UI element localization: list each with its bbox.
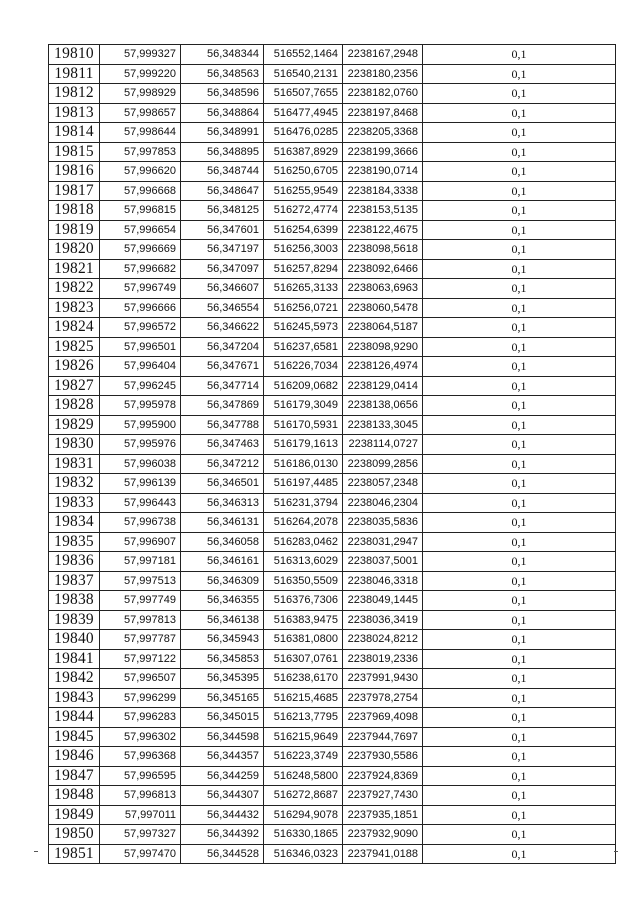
y-coordinate-cell: 2237932,9090 xyxy=(343,825,423,845)
longitude-cell: 56,346607 xyxy=(181,279,264,299)
accuracy-cell: 0,1 xyxy=(423,844,616,864)
longitude-cell: 56,344259 xyxy=(181,766,264,786)
accuracy-cell: 0,1 xyxy=(423,454,616,474)
table-row xyxy=(49,669,616,689)
accuracy-cell: 0,1 xyxy=(423,552,616,572)
y-coordinate-cell: 2238064,5187 xyxy=(343,318,423,338)
accuracy-cell: 0,1 xyxy=(423,630,616,650)
latitude-cell: 57,996595 xyxy=(100,766,181,786)
point-number-cell: 19848 xyxy=(49,786,100,806)
x-coordinate-cell: 516307,0761 xyxy=(264,649,343,669)
y-coordinate-cell: 2238129,0414 xyxy=(343,376,423,396)
y-coordinate-cell: 2238205,3368 xyxy=(343,123,423,143)
latitude-cell: 57,996620 xyxy=(100,162,181,182)
x-coordinate-cell: 516265,3133 xyxy=(264,279,343,299)
table-row xyxy=(49,708,616,728)
table-row xyxy=(49,786,616,806)
latitude-cell: 57,997470 xyxy=(100,844,181,864)
table-row xyxy=(49,318,616,338)
accuracy-cell: 0,1 xyxy=(423,162,616,182)
y-coordinate-cell: 2238024,8212 xyxy=(343,630,423,650)
table-row xyxy=(49,513,616,533)
coordinates-table xyxy=(48,44,616,864)
accuracy-cell: 0,1 xyxy=(423,727,616,747)
table-row xyxy=(49,532,616,552)
x-coordinate-cell: 516330,1865 xyxy=(264,825,343,845)
longitude-cell: 56,344432 xyxy=(181,805,264,825)
x-coordinate-cell: 516237,6581 xyxy=(264,337,343,357)
x-coordinate-cell: 516213,7795 xyxy=(264,708,343,728)
accuracy-cell: 0,1 xyxy=(423,298,616,318)
y-coordinate-cell: 2238133,3045 xyxy=(343,415,423,435)
longitude-cell: 56,345853 xyxy=(181,649,264,669)
longitude-cell: 56,344357 xyxy=(181,747,264,767)
x-coordinate-cell: 516313,6029 xyxy=(264,552,343,572)
point-number-cell: 19840 xyxy=(49,630,100,650)
longitude-cell: 56,348864 xyxy=(181,103,264,123)
accuracy-cell: 0,1 xyxy=(423,688,616,708)
longitude-cell: 56,347601 xyxy=(181,220,264,240)
latitude-cell: 57,996501 xyxy=(100,337,181,357)
latitude-cell: 57,998929 xyxy=(100,84,181,104)
longitude-cell: 56,347671 xyxy=(181,357,264,377)
point-number-cell: 19828 xyxy=(49,396,100,416)
y-coordinate-cell: 2238057,2348 xyxy=(343,474,423,494)
y-coordinate-cell: 2238049,1445 xyxy=(343,591,423,611)
table-row xyxy=(49,630,616,650)
x-coordinate-cell: 516250,6705 xyxy=(264,162,343,182)
longitude-cell: 56,348125 xyxy=(181,201,264,221)
point-number-cell: 19839 xyxy=(49,610,100,630)
point-number-cell: 19824 xyxy=(49,318,100,338)
x-coordinate-cell: 516272,8687 xyxy=(264,786,343,806)
latitude-cell: 57,997749 xyxy=(100,591,181,611)
longitude-cell: 56,345395 xyxy=(181,669,264,689)
point-number-cell: 19843 xyxy=(49,688,100,708)
table-row xyxy=(49,435,616,455)
y-coordinate-cell: 2238190,0714 xyxy=(343,162,423,182)
x-coordinate-cell: 516226,7034 xyxy=(264,357,343,377)
longitude-cell: 56,346554 xyxy=(181,298,264,318)
table-row xyxy=(49,552,616,572)
longitude-cell: 56,347197 xyxy=(181,240,264,260)
point-number-cell: 19817 xyxy=(49,181,100,201)
point-number-cell: 19851 xyxy=(49,844,100,864)
point-number-cell: 19832 xyxy=(49,474,100,494)
point-number-cell: 19822 xyxy=(49,279,100,299)
latitude-cell: 57,997813 xyxy=(100,610,181,630)
point-number-cell: 19813 xyxy=(49,103,100,123)
x-coordinate-cell: 516376,7306 xyxy=(264,591,343,611)
longitude-cell: 56,348563 xyxy=(181,64,264,84)
longitude-cell: 56,344307 xyxy=(181,786,264,806)
y-coordinate-cell: 2238092,6466 xyxy=(343,259,423,279)
point-number-cell: 19820 xyxy=(49,240,100,260)
accuracy-cell: 0,1 xyxy=(423,220,616,240)
point-number-cell: 19821 xyxy=(49,259,100,279)
accuracy-cell: 0,1 xyxy=(423,357,616,377)
x-coordinate-cell: 516540,2131 xyxy=(264,64,343,84)
table-row xyxy=(49,591,616,611)
point-number-cell: 19847 xyxy=(49,766,100,786)
point-number-cell: 19818 xyxy=(49,201,100,221)
latitude-cell: 57,997122 xyxy=(100,649,181,669)
margin-mark-right xyxy=(614,851,618,852)
table-row xyxy=(49,64,616,84)
latitude-cell: 57,996682 xyxy=(100,259,181,279)
table-row xyxy=(49,220,616,240)
latitude-cell: 57,996738 xyxy=(100,513,181,533)
latitude-cell: 57,996368 xyxy=(100,747,181,767)
longitude-cell: 56,347463 xyxy=(181,435,264,455)
x-coordinate-cell: 516264,2078 xyxy=(264,513,343,533)
longitude-cell: 56,346131 xyxy=(181,513,264,533)
latitude-cell: 57,995900 xyxy=(100,415,181,435)
accuracy-cell: 0,1 xyxy=(423,669,616,689)
y-coordinate-cell: 2238036,3419 xyxy=(343,610,423,630)
accuracy-cell: 0,1 xyxy=(423,825,616,845)
accuracy-cell: 0,1 xyxy=(423,84,616,104)
y-coordinate-cell: 2238126,4974 xyxy=(343,357,423,377)
table-row xyxy=(49,415,616,435)
y-coordinate-cell: 2238060,5478 xyxy=(343,298,423,318)
x-coordinate-cell: 516476,0285 xyxy=(264,123,343,143)
table-row xyxy=(49,727,616,747)
table-row xyxy=(49,84,616,104)
latitude-cell: 57,997011 xyxy=(100,805,181,825)
x-coordinate-cell: 516507,7655 xyxy=(264,84,343,104)
longitude-cell: 56,346355 xyxy=(181,591,264,611)
longitude-cell: 56,346058 xyxy=(181,532,264,552)
x-coordinate-cell: 516215,4685 xyxy=(264,688,343,708)
accuracy-cell: 0,1 xyxy=(423,45,616,65)
accuracy-cell: 0,1 xyxy=(423,142,616,162)
x-coordinate-cell: 516245,5973 xyxy=(264,318,343,338)
point-number-cell: 19835 xyxy=(49,532,100,552)
latitude-cell: 57,996572 xyxy=(100,318,181,338)
point-number-cell: 19849 xyxy=(49,805,100,825)
accuracy-cell: 0,1 xyxy=(423,649,616,669)
latitude-cell: 57,997327 xyxy=(100,825,181,845)
y-coordinate-cell: 2237969,4098 xyxy=(343,708,423,728)
table-row xyxy=(49,396,616,416)
accuracy-cell: 0,1 xyxy=(423,610,616,630)
x-coordinate-cell: 516256,0721 xyxy=(264,298,343,318)
y-coordinate-cell: 2238197,8468 xyxy=(343,103,423,123)
table-row xyxy=(49,649,616,669)
table-row xyxy=(49,610,616,630)
accuracy-cell: 0,1 xyxy=(423,747,616,767)
accuracy-cell: 0,1 xyxy=(423,805,616,825)
table-row xyxy=(49,45,616,65)
point-number-cell: 19845 xyxy=(49,727,100,747)
table-row xyxy=(49,279,616,299)
x-coordinate-cell: 516179,3049 xyxy=(264,396,343,416)
x-coordinate-cell: 516231,3794 xyxy=(264,493,343,513)
longitude-cell: 56,346161 xyxy=(181,552,264,572)
x-coordinate-cell: 516256,3003 xyxy=(264,240,343,260)
accuracy-cell: 0,1 xyxy=(423,708,616,728)
table-row xyxy=(49,454,616,474)
x-coordinate-cell: 516552,1464 xyxy=(264,45,343,65)
x-coordinate-cell: 516381,0800 xyxy=(264,630,343,650)
table-row xyxy=(49,123,616,143)
y-coordinate-cell: 2238153,5135 xyxy=(343,201,423,221)
table-row xyxy=(49,688,616,708)
latitude-cell: 57,996654 xyxy=(100,220,181,240)
point-number-cell: 19842 xyxy=(49,669,100,689)
accuracy-cell: 0,1 xyxy=(423,240,616,260)
accuracy-cell: 0,1 xyxy=(423,766,616,786)
point-number-cell: 19831 xyxy=(49,454,100,474)
latitude-cell: 57,996749 xyxy=(100,279,181,299)
x-coordinate-cell: 516255,9549 xyxy=(264,181,343,201)
point-number-cell: 19811 xyxy=(49,64,100,84)
accuracy-cell: 0,1 xyxy=(423,123,616,143)
longitude-cell: 56,348596 xyxy=(181,84,264,104)
longitude-cell: 56,346313 xyxy=(181,493,264,513)
longitude-cell: 56,348895 xyxy=(181,142,264,162)
table-row xyxy=(49,376,616,396)
y-coordinate-cell: 2238035,5836 xyxy=(343,513,423,533)
point-number-cell: 19827 xyxy=(49,376,100,396)
latitude-cell: 57,996038 xyxy=(100,454,181,474)
x-coordinate-cell: 516197,4485 xyxy=(264,474,343,494)
table-row xyxy=(49,747,616,767)
point-number-cell: 19837 xyxy=(49,571,100,591)
table-row xyxy=(49,357,616,377)
accuracy-cell: 0,1 xyxy=(423,532,616,552)
longitude-cell: 56,347714 xyxy=(181,376,264,396)
latitude-cell: 57,996245 xyxy=(100,376,181,396)
accuracy-cell: 0,1 xyxy=(423,474,616,494)
y-coordinate-cell: 2238098,9290 xyxy=(343,337,423,357)
y-coordinate-cell: 2238037,5001 xyxy=(343,552,423,572)
table-row xyxy=(49,181,616,201)
point-number-cell: 19810 xyxy=(49,45,100,65)
point-number-cell: 19838 xyxy=(49,591,100,611)
y-coordinate-cell: 2237927,7430 xyxy=(343,786,423,806)
accuracy-cell: 0,1 xyxy=(423,103,616,123)
longitude-cell: 56,346622 xyxy=(181,318,264,338)
point-number-cell: 19830 xyxy=(49,435,100,455)
y-coordinate-cell: 2238180,2356 xyxy=(343,64,423,84)
accuracy-cell: 0,1 xyxy=(423,337,616,357)
table-row xyxy=(49,103,616,123)
x-coordinate-cell: 516387,8929 xyxy=(264,142,343,162)
latitude-cell: 57,996302 xyxy=(100,727,181,747)
point-number-cell: 19814 xyxy=(49,123,100,143)
table-row xyxy=(49,825,616,845)
y-coordinate-cell: 2238184,3338 xyxy=(343,181,423,201)
x-coordinate-cell: 516186,0130 xyxy=(264,454,343,474)
longitude-cell: 56,348647 xyxy=(181,181,264,201)
point-number-cell: 19826 xyxy=(49,357,100,377)
y-coordinate-cell: 2237941,0188 xyxy=(343,844,423,864)
latitude-cell: 57,996669 xyxy=(100,240,181,260)
x-coordinate-cell: 516294,9078 xyxy=(264,805,343,825)
margin-mark-left xyxy=(34,851,38,852)
y-coordinate-cell: 2238031,2947 xyxy=(343,532,423,552)
accuracy-cell: 0,1 xyxy=(423,376,616,396)
accuracy-cell: 0,1 xyxy=(423,279,616,299)
latitude-cell: 57,997787 xyxy=(100,630,181,650)
point-number-cell: 19816 xyxy=(49,162,100,182)
table-row xyxy=(49,162,616,182)
point-number-cell: 19833 xyxy=(49,493,100,513)
point-number-cell: 19850 xyxy=(49,825,100,845)
point-number-cell: 19829 xyxy=(49,415,100,435)
latitude-cell: 57,999327 xyxy=(100,45,181,65)
point-number-cell: 19844 xyxy=(49,708,100,728)
latitude-cell: 57,996283 xyxy=(100,708,181,728)
latitude-cell: 57,996907 xyxy=(100,532,181,552)
y-coordinate-cell: 2237991,9430 xyxy=(343,669,423,689)
longitude-cell: 56,344392 xyxy=(181,825,264,845)
x-coordinate-cell: 516179,1613 xyxy=(264,435,343,455)
longitude-cell: 56,348991 xyxy=(181,123,264,143)
accuracy-cell: 0,1 xyxy=(423,181,616,201)
latitude-cell: 57,998644 xyxy=(100,123,181,143)
y-coordinate-cell: 2238138,0656 xyxy=(343,396,423,416)
table-row xyxy=(49,844,616,864)
y-coordinate-cell: 2238063,6963 xyxy=(343,279,423,299)
latitude-cell: 57,996668 xyxy=(100,181,181,201)
y-coordinate-cell: 2238122,4675 xyxy=(343,220,423,240)
point-number-cell: 19825 xyxy=(49,337,100,357)
y-coordinate-cell: 2238019,2336 xyxy=(343,649,423,669)
y-coordinate-cell: 2238167,2948 xyxy=(343,45,423,65)
accuracy-cell: 0,1 xyxy=(423,396,616,416)
latitude-cell: 57,997513 xyxy=(100,571,181,591)
x-coordinate-cell: 516283,0462 xyxy=(264,532,343,552)
table-row xyxy=(49,337,616,357)
latitude-cell: 57,997181 xyxy=(100,552,181,572)
x-coordinate-cell: 516477,4945 xyxy=(264,103,343,123)
latitude-cell: 57,999220 xyxy=(100,64,181,84)
table-row xyxy=(49,201,616,221)
longitude-cell: 56,346501 xyxy=(181,474,264,494)
y-coordinate-cell: 2238199,3666 xyxy=(343,142,423,162)
longitude-cell: 56,346138 xyxy=(181,610,264,630)
latitude-cell: 57,998657 xyxy=(100,103,181,123)
latitude-cell: 57,996815 xyxy=(100,201,181,221)
longitude-cell: 56,346309 xyxy=(181,571,264,591)
longitude-cell: 56,348344 xyxy=(181,45,264,65)
longitude-cell: 56,347097 xyxy=(181,259,264,279)
latitude-cell: 57,995978 xyxy=(100,396,181,416)
x-coordinate-cell: 516248,5800 xyxy=(264,766,343,786)
accuracy-cell: 0,1 xyxy=(423,201,616,221)
y-coordinate-cell: 2238046,3318 xyxy=(343,571,423,591)
point-number-cell: 19846 xyxy=(49,747,100,767)
accuracy-cell: 0,1 xyxy=(423,415,616,435)
y-coordinate-cell: 2237935,1851 xyxy=(343,805,423,825)
table-row xyxy=(49,474,616,494)
point-number-cell: 19836 xyxy=(49,552,100,572)
latitude-cell: 57,996443 xyxy=(100,493,181,513)
accuracy-cell: 0,1 xyxy=(423,571,616,591)
point-number-cell: 19841 xyxy=(49,649,100,669)
x-coordinate-cell: 516346,0323 xyxy=(264,844,343,864)
accuracy-cell: 0,1 xyxy=(423,493,616,513)
accuracy-cell: 0,1 xyxy=(423,591,616,611)
table-row xyxy=(49,766,616,786)
latitude-cell: 57,996507 xyxy=(100,669,181,689)
y-coordinate-cell: 2238099,2856 xyxy=(343,454,423,474)
point-number-cell: 19823 xyxy=(49,298,100,318)
point-number-cell: 19834 xyxy=(49,513,100,533)
longitude-cell: 56,344598 xyxy=(181,727,264,747)
x-coordinate-cell: 516223,3749 xyxy=(264,747,343,767)
accuracy-cell: 0,1 xyxy=(423,786,616,806)
table-row xyxy=(49,493,616,513)
longitude-cell: 56,347788 xyxy=(181,415,264,435)
latitude-cell: 57,996139 xyxy=(100,474,181,494)
longitude-cell: 56,345943 xyxy=(181,630,264,650)
accuracy-cell: 0,1 xyxy=(423,435,616,455)
table-row xyxy=(49,805,616,825)
table-row xyxy=(49,298,616,318)
longitude-cell: 56,345165 xyxy=(181,688,264,708)
latitude-cell: 57,996299 xyxy=(100,688,181,708)
point-number-cell: 19819 xyxy=(49,220,100,240)
x-coordinate-cell: 516257,8294 xyxy=(264,259,343,279)
table-row xyxy=(49,240,616,260)
y-coordinate-cell: 2237924,8369 xyxy=(343,766,423,786)
y-coordinate-cell: 2237930,5586 xyxy=(343,747,423,767)
latitude-cell: 57,996813 xyxy=(100,786,181,806)
accuracy-cell: 0,1 xyxy=(423,259,616,279)
x-coordinate-cell: 516383,9475 xyxy=(264,610,343,630)
longitude-cell: 56,347869 xyxy=(181,396,264,416)
latitude-cell: 57,996404 xyxy=(100,357,181,377)
coordinates-table-body xyxy=(49,45,616,864)
y-coordinate-cell: 2238046,2304 xyxy=(343,493,423,513)
longitude-cell: 56,347204 xyxy=(181,337,264,357)
x-coordinate-cell: 516272,4774 xyxy=(264,201,343,221)
x-coordinate-cell: 516209,0682 xyxy=(264,376,343,396)
x-coordinate-cell: 516254,6399 xyxy=(264,220,343,240)
point-number-cell: 19815 xyxy=(49,142,100,162)
accuracy-cell: 0,1 xyxy=(423,318,616,338)
x-coordinate-cell: 516238,6170 xyxy=(264,669,343,689)
accuracy-cell: 0,1 xyxy=(423,64,616,84)
accuracy-cell: 0,1 xyxy=(423,513,616,533)
y-coordinate-cell: 2238182,0760 xyxy=(343,84,423,104)
y-coordinate-cell: 2237944,7697 xyxy=(343,727,423,747)
latitude-cell: 57,997853 xyxy=(100,142,181,162)
longitude-cell: 56,345015 xyxy=(181,708,264,728)
longitude-cell: 56,348744 xyxy=(181,162,264,182)
y-coordinate-cell: 2238114,0727 xyxy=(343,435,423,455)
x-coordinate-cell: 516350,5509 xyxy=(264,571,343,591)
x-coordinate-cell: 516170,5931 xyxy=(264,415,343,435)
table-row xyxy=(49,142,616,162)
x-coordinate-cell: 516215,9649 xyxy=(264,727,343,747)
latitude-cell: 57,995976 xyxy=(100,435,181,455)
table-row xyxy=(49,571,616,591)
table-row xyxy=(49,259,616,279)
y-coordinate-cell: 2237978,2754 xyxy=(343,688,423,708)
longitude-cell: 56,344528 xyxy=(181,844,264,864)
y-coordinate-cell: 2238098,5618 xyxy=(343,240,423,260)
point-number-cell: 19812 xyxy=(49,84,100,104)
longitude-cell: 56,347212 xyxy=(181,454,264,474)
latitude-cell: 57,996666 xyxy=(100,298,181,318)
